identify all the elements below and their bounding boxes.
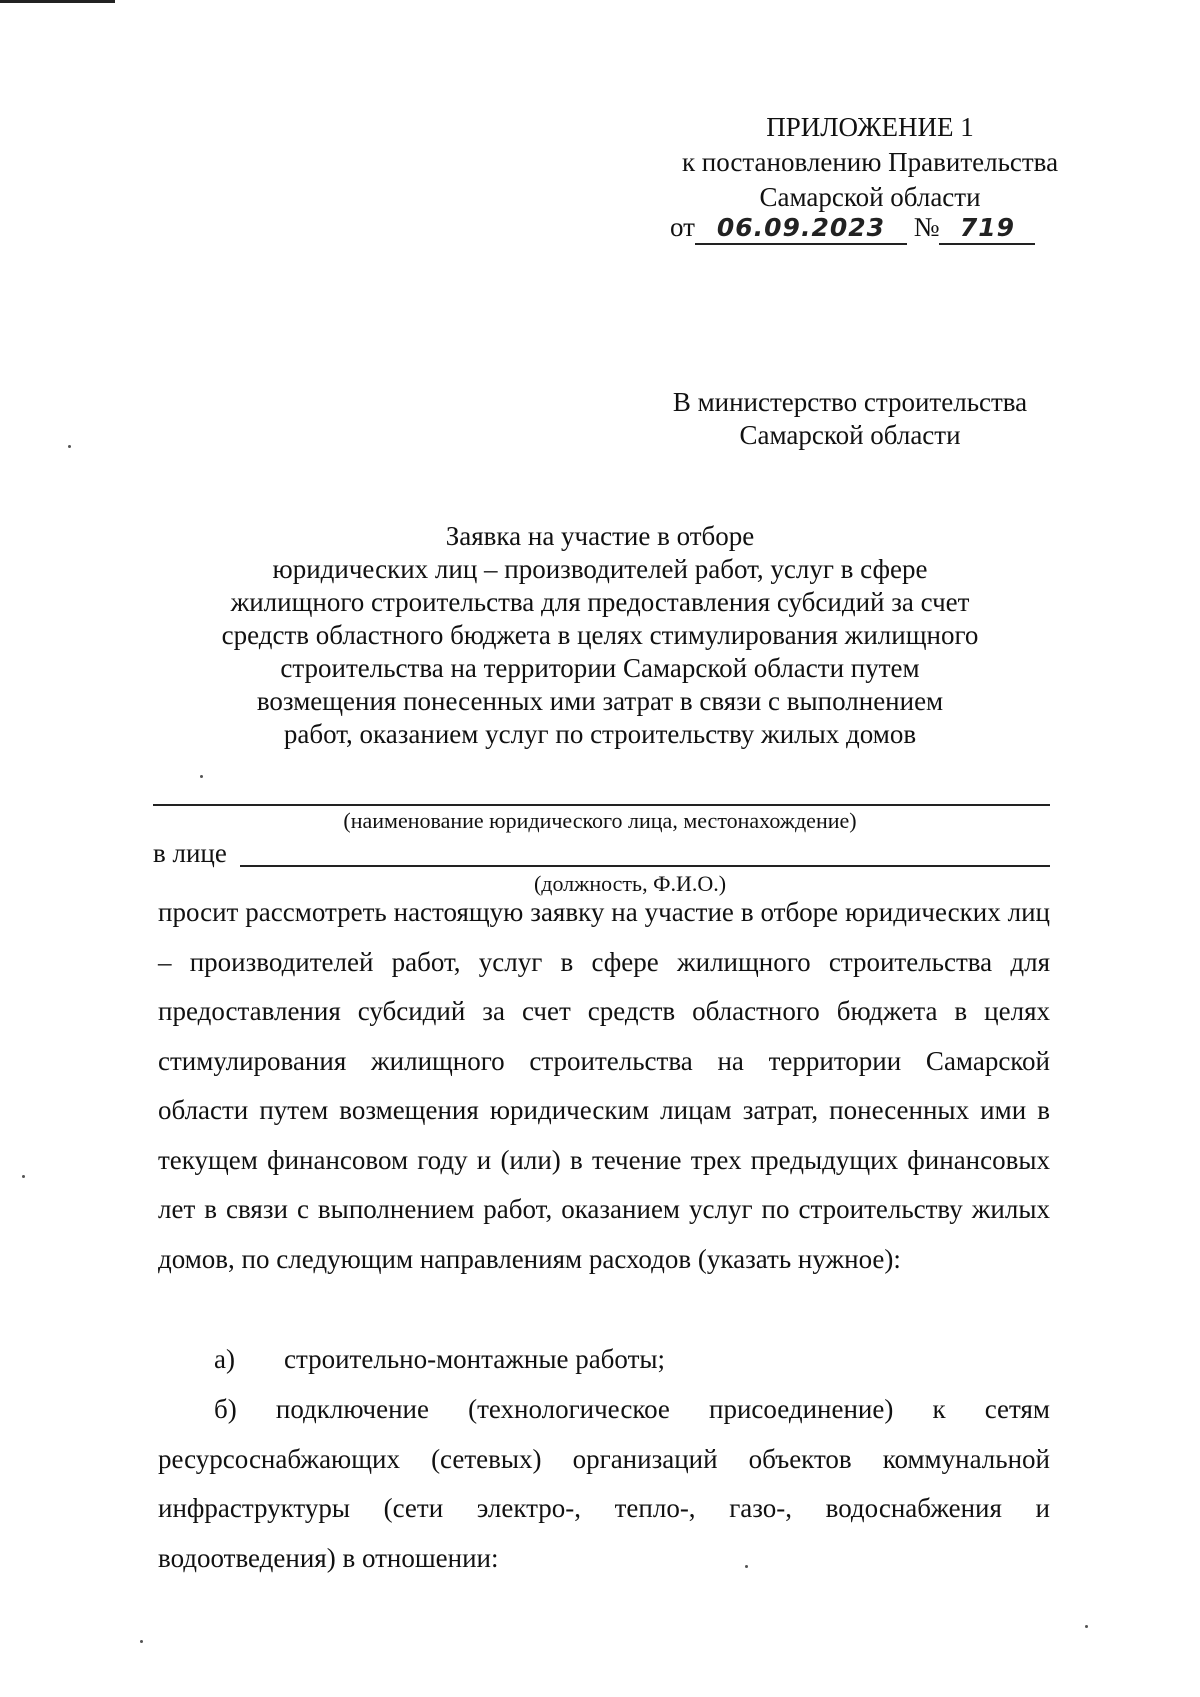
appendix-date-line xyxy=(670,210,1035,245)
scan-speck xyxy=(1085,1625,1088,1628)
scan-speck xyxy=(22,1175,25,1178)
date-prefix: от xyxy=(670,212,695,242)
recipient-line-1: В министерство строительства xyxy=(672,387,1028,417)
document-title xyxy=(150,520,1050,751)
recipient-line-2: Самарской области xyxy=(739,420,961,450)
appendix-line-3: Самарской области xyxy=(759,182,981,212)
handwritten-number: 719 xyxy=(959,213,1016,242)
title-line: возмещения понесенных ими затрат в связи с выполнением xyxy=(256,686,944,716)
title-line: Заявка на участие в отборе xyxy=(445,521,755,551)
number-prefix: № xyxy=(913,212,940,242)
scan-speck xyxy=(200,775,203,778)
appendix-line-2: к постановлению Правительства xyxy=(681,147,1059,177)
recipient-block xyxy=(640,386,1060,452)
appendix-heading: ПРИЛОЖЕНИЕ 1 xyxy=(766,112,974,142)
person-caption: (должность, Ф.И.О.) xyxy=(533,871,727,896)
in-person-label: в лице xyxy=(153,838,227,868)
list-item-a-text: строительно-монтажные работы; xyxy=(284,1344,666,1374)
scan-speck xyxy=(68,445,71,448)
entity-caption: (наименование юридического лица, местонахождение) xyxy=(343,808,857,833)
handwritten-date: 06.09.2023 xyxy=(716,213,886,242)
entity-fill-line xyxy=(153,804,1050,806)
title-line: жилищного строительства для предоставления субсидий за счет xyxy=(230,587,970,617)
title-line: работ, оказанием услуг по строительству жилых домов xyxy=(283,719,917,749)
request-paragraph: просит рассмотреть настоящую заявку на участие в отборе юридических лиц – производителей работ, услуг в сфере жилищного строительства для предоставления субсидий за счет средств областного бюджета в целях стимулирования жилищного строительства на территории Самарской области путем возмещения юридическим лицам затрат, понесенных ими в текущем финансовом году и (или) в течение трех предыдущих финансовых лет в связи с выполнением работ, оказанием услуг по строительству жилых домов, по следующим направлениям расходов (указать нужное): xyxy=(158,897,1050,1274)
scan-speck xyxy=(140,1640,143,1643)
person-fill-line xyxy=(240,865,1050,867)
appendix-block xyxy=(600,110,1140,215)
title-line: средств областного бюджета в целях стимулирования жилищного xyxy=(221,620,979,650)
list-item-b-paragraph: б) подключение (технологическое присоединение) к сетям ресурсоснабжающих (сетевых) организаций объектов коммунальной инфраструктуры (сети электро-, тепло-, газо-, водоснабжения и водоотведения) в отношении: xyxy=(158,1394,1050,1573)
scan-edge-mark xyxy=(0,0,115,3)
title-line: юридических лиц – производителей работ, услуг в сфере xyxy=(272,554,928,584)
list-item-a xyxy=(214,1335,665,1385)
list-marker-a: а) xyxy=(214,1344,235,1374)
title-line: строительства на территории Самарской области путем xyxy=(280,653,920,683)
